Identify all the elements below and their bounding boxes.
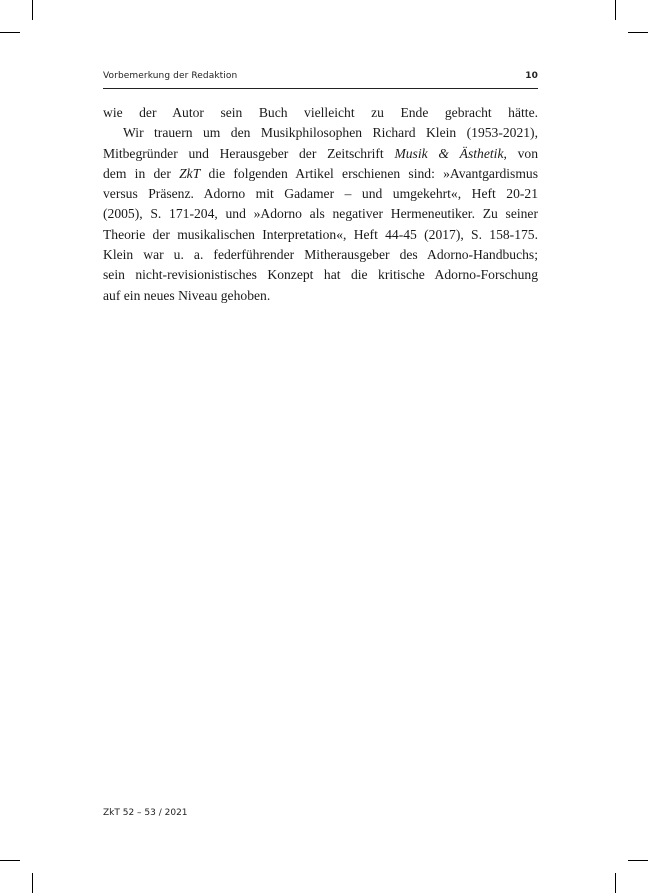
running-head — [103, 71, 538, 81]
text-line-4-start: dem in der — [103, 165, 180, 181]
text-line-5: versus Präsenz. Adorno mit Gadamer – und umgekehrt«, Heft 20-21 — [103, 186, 538, 202]
page-number: 10 — [525, 71, 538, 81]
body-paragraph — [103, 103, 538, 306]
text-line-3-start: Mitbegründer und Herausgeber der Zeitschrift — [103, 145, 395, 161]
text-line-1: wie der Autor sein Buch vielleicht zu Ende gebracht hätte. — [103, 105, 538, 120]
text-line-4-end: die folgenden Artikel erschienen sind: »Avantgardismus — [200, 165, 539, 181]
crop-mark-top-left-horizontal — [0, 32, 20, 33]
text-line-4 — [103, 164, 538, 184]
crop-mark-bottom-left-vertical — [32, 873, 33, 893]
text-line-6: (2005), S. 171-204, und »Adorno als negativer Hermeneutiker. Zu seiner — [103, 206, 538, 222]
text-line-2: Wir trauern um den Musikphilosophen Richard Klein (1953-2021), — [123, 125, 538, 141]
header-rule — [103, 88, 538, 89]
journal-footer: ZkT 52 – 53 / 2021 — [103, 808, 188, 818]
crop-mark-top-left-vertical — [32, 0, 33, 20]
text-line-9: sein nicht-revisionistisches Konzept hat die kritische Adorno-Forschung — [103, 267, 538, 283]
text-line-7: Theorie der musikalischen Interpretation«, Heft 44-45 (2017), S. 158-175. — [103, 226, 538, 242]
text-line-3-end: , von — [503, 145, 538, 161]
crop-mark-bottom-left-horizontal — [0, 860, 20, 861]
crop-mark-top-right-horizontal — [628, 32, 648, 33]
text-line-3 — [103, 144, 538, 164]
crop-mark-bottom-right-vertical — [615, 873, 616, 893]
text-line-10: auf ein neues Niveau gehoben. — [103, 287, 271, 303]
crop-mark-bottom-right-horizontal — [628, 860, 648, 861]
text-line-8: Klein war u. a. federführender Mitherausgeber des Adorno-Handbuchs; — [103, 247, 538, 263]
journal-title-zkt: ZkT — [179, 165, 201, 181]
journal-title-musik-aesthetik: Musik & Ästhetik — [394, 145, 504, 161]
running-head-title: Vorbemerkung der Redaktion — [103, 71, 238, 81]
crop-mark-top-right-vertical — [615, 0, 616, 20]
